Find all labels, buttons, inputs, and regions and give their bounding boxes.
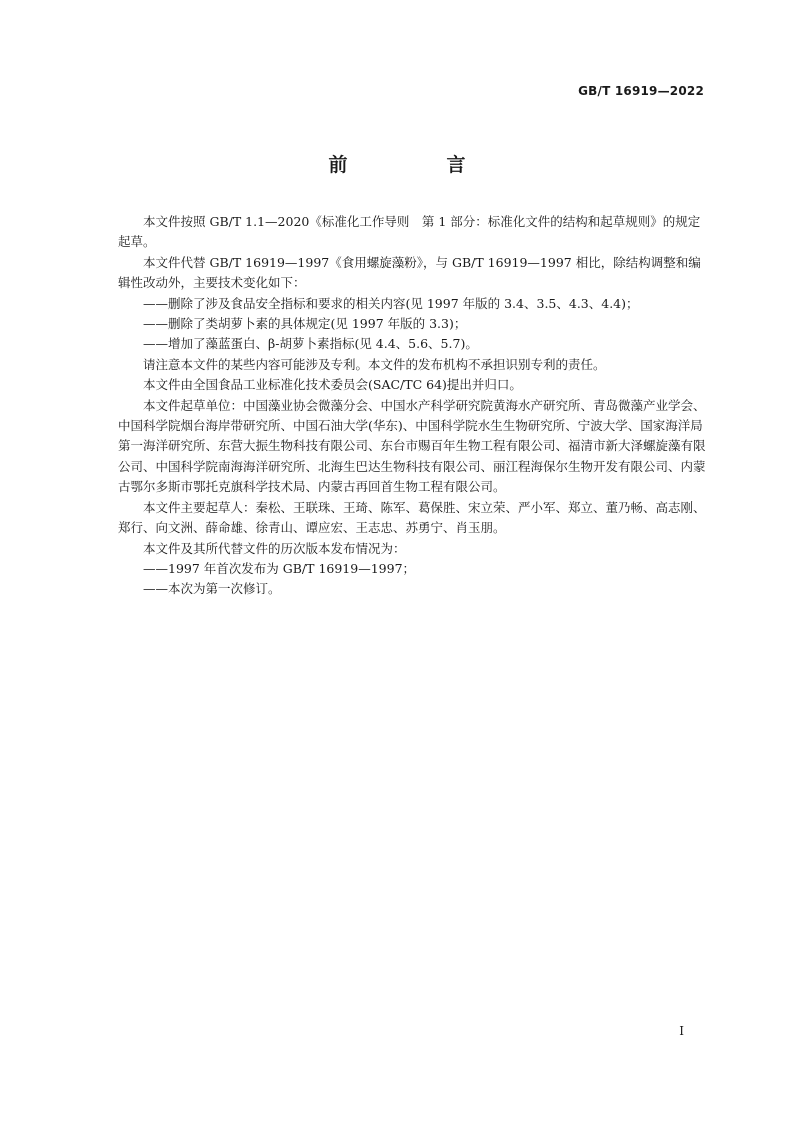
standard-code: GB/T 16919—2022 (578, 84, 704, 98)
paragraph-patent-notice: 请注意本文件的某些内容可能涉及专利。本文件的发布机构不承担识别专利的责任。 (143, 356, 606, 372)
paragraph-drafters: 本文件主要起草人：秦松、王联珠、王琦、陈军、葛保胜、宋立荣、严小军、郑立、董乃畅、高志刚、郑行、向文洲、薛命雄、徐青山、谭应宏、王志忠、苏勇宁、肖玉朋。 (118, 499, 706, 536)
paragraph-drafting-rules: 本文件按照 GB/T 1.1—2020《标准化工作导则 第 1 部分：标准化文件的结构和起草规则》的规定起草。 (118, 214, 701, 250)
paragraph-drafting-units: 本文件起草单位：中国藻业协会微藻分会、中国水产科学研究院黄海水产研究所、青岛微藻产业学会、中国科学院烟台海岸带研究所、中国石油大学(华东)、中国科学院水生生物研究所、宁波大学、国家海洋局第一海洋研究所、东营大振生物科技有限公司、东台市赐百年生物工程有限公司、福清市新大泽螺旋藻有限公司、中国科学院南海海洋研究所、北海生巴达生物科技有限公司、丽江程海保尔生物开发有限公司、内蒙古鄂尔多斯市鄂托克旗科学技术局、内蒙古再回首生物工程有限公司。 (118, 397, 706, 495)
page-number: I (679, 1024, 684, 1038)
change-item: ——删除了涉及食品安全指标和要求的相关内容(见 1997 年版的 3.4、3.5、4.3、4.4)； (143, 295, 639, 311)
paragraph-proposer: 本文件由全国食品工业标准化技术委员会(SAC/TC 64)提出并归口。 (143, 377, 522, 393)
change-item: ——删除了类胡萝卜素的具体规定(见 1997 年版的 3.3)； (143, 316, 467, 332)
foreword-body (118, 212, 706, 600)
page-title: 前 言 (328, 154, 506, 176)
paragraph-replacement: 本文件代替 GB/T 16919—1997《食用螺旋藻粉》，与 GB/T 16919—1997 相比，除结构调整和编辑性改动外，主要技术变化如下： (118, 254, 701, 291)
change-item: ——增加了藻蓝蛋白、β-胡萝卜素指标(见 4.4、5.6、5.7)。 (143, 336, 478, 352)
history-item: ——1997 年首次发布为 GB/T 16919—1997； (143, 560, 416, 576)
paragraph-history-intro: 本文件及其所代替文件的历次版本发布情况为： (143, 540, 406, 556)
history-item: ——本次为第一次修订。 (143, 581, 281, 597)
